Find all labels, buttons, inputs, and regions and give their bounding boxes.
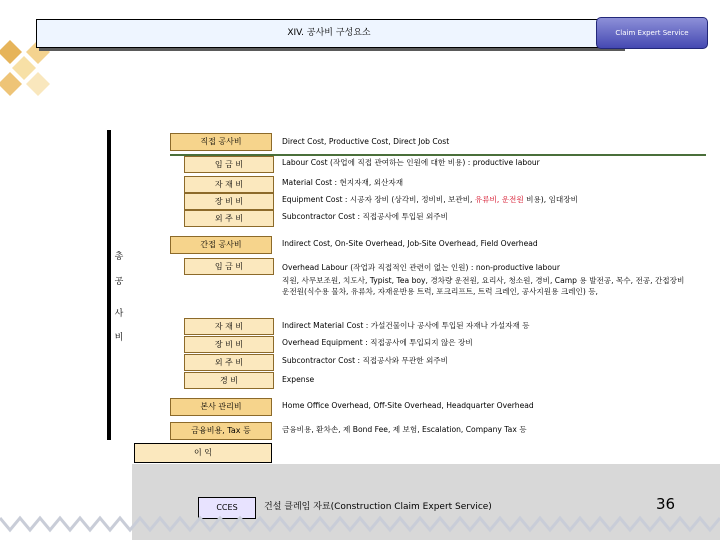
diamond-shape — [26, 72, 50, 96]
diamond-shape — [0, 40, 22, 64]
desc-overhead-material: Indirect Material Cost : 가설건물이나 공사에 투입된 자재나 가설자재 등 — [282, 321, 530, 330]
cat-home-office: 본사 관리비 — [170, 398, 272, 416]
desc-direct-cost: Direct Cost, Productive Cost, Direct Job Cost — [282, 137, 450, 146]
cat-indirect-cost: 간접 공사비 — [170, 236, 272, 254]
sub-overhead-labor: 임 금 비 — [184, 258, 274, 275]
desc-material: Material Cost : 현지자재, 외산자재 — [282, 178, 404, 187]
page-number: 36 — [656, 495, 676, 513]
cces-box: CCES — [198, 497, 256, 519]
desc-indirect-cost: Indirect Cost, On-Site Overhead, Job-Site Overhead, Field Overhead — [282, 239, 538, 248]
desc-equipment-a: Equipment Cost : 시공자 장비 (상각비, 정비비, 보관비, — [282, 195, 475, 204]
sub-overhead-material: 자 재 비 — [184, 318, 274, 335]
profit-label: 이 익 — [134, 443, 272, 463]
desc-home-office: Home Office Overhead, Off-Site Overhead, Headquarter Overhead — [282, 401, 534, 410]
desc-expense: Expense — [282, 375, 315, 384]
claim-expert-badge: Claim Expert Service — [596, 17, 708, 49]
desc-labor: Labour Cost (작업에 직접 관여하는 인원에 대한 비용) : productive labour — [282, 158, 540, 167]
desc-overhead-labor: Overhead Labour (작업과 직접적인 관련이 없는 인원) : non-productive labour — [282, 263, 560, 272]
side-label-char: 공 — [114, 277, 124, 287]
sub-expense: 경 비 — [184, 372, 274, 389]
sub-overhead-subcontractor: 외 주 비 — [184, 354, 274, 371]
desc-subcontractor: Subcontractor Cost : 직접공사에 투입된 외주비 — [282, 212, 448, 221]
desc-finance: 금융비용, 환차손, 제 Bond Fee, 제 보험, Escalation, Company Tax 등 — [282, 425, 527, 434]
chevron-border-decoration — [0, 510, 720, 540]
page-title: XIV. 공사비 구성요소 — [36, 19, 622, 48]
side-label-char: 총 — [114, 252, 124, 262]
overhead-labor-note: 직원, 사무보조원, 치도사, Typist, Tea boy, 경차량 운전원, 요리사, 청소원, 경비, Camp 용 발전공, 목수, 전공, 간접장비 운전원(식수용 물차, 유류차, 자재운반용 트럭, 포크리프트, 트럭 크레인, 공사지원용 크레인) 등, — [282, 276, 685, 296]
footer-note: 건설 클레임 자료(Construction Claim Expert Service) — [264, 502, 492, 512]
chevron-pattern — [0, 518, 720, 530]
cat-finance: 금융비용, Tax 등 — [170, 422, 272, 440]
diamond-shape — [0, 72, 22, 96]
side-label-char: 비 — [114, 333, 124, 343]
sub-subcontractor: 외 주 비 — [184, 210, 274, 227]
cat-direct-cost: 직접 공사비 — [170, 133, 272, 151]
desc-overhead-subcontractor: Subcontractor Cost : 직접공사와 무관한 외주비 — [282, 356, 448, 365]
diamond-shape — [12, 56, 36, 80]
sub-material: 자 재 비 — [184, 176, 274, 193]
side-label-char: 사 — [114, 309, 124, 319]
sub-labor: 임 금 비 — [184, 156, 274, 173]
left-bracket-bar — [107, 130, 111, 440]
desc-equipment-red: 유류비, 운전원 — [474, 195, 524, 204]
sub-overhead-equipment: 장 비 비 — [184, 336, 274, 353]
decorative-diamonds — [0, 38, 64, 110]
desc-overhead-equipment: Overhead Equipment : 직접공사에 투입되지 않은 장비 — [282, 338, 473, 347]
sub-equipment: 장 비 비 — [184, 193, 274, 210]
desc-equipment-b: 비용), 임대장비 — [523, 195, 578, 204]
desc-equipment — [282, 193, 578, 207]
